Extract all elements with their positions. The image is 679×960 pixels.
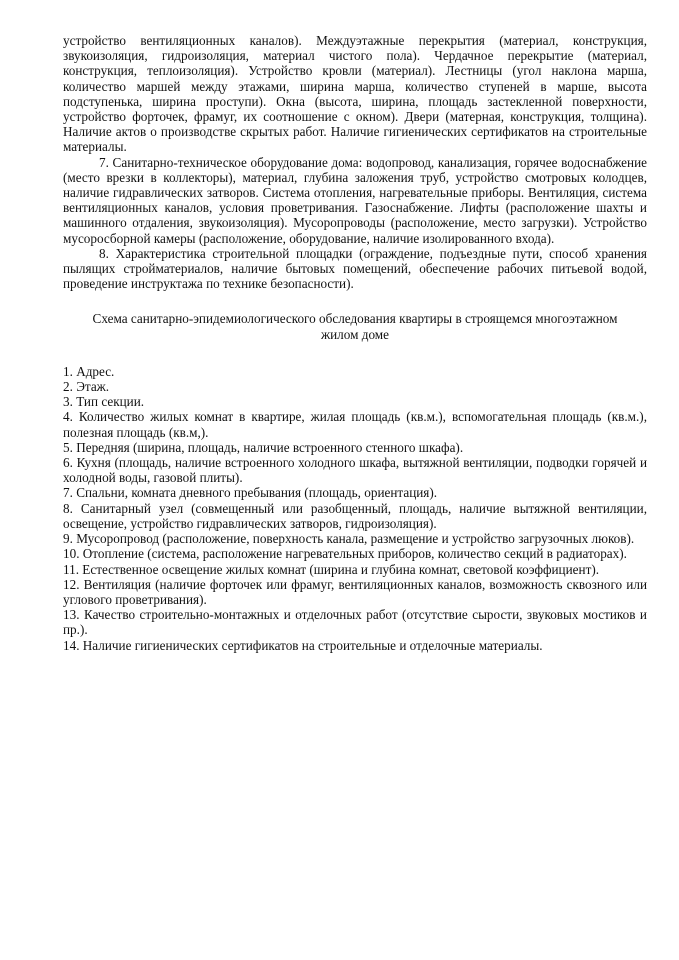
list-item: 6. Кухня (площадь, наличие встроенного холодного шкафа, вытяжной вентиляции, подводки горячей и холодной воды, газовой плиты). <box>63 455 647 486</box>
list-item: 9. Мусоропровод (расположение, поверхность канала, размещение и устройство загрузочных люков). <box>63 531 635 547</box>
list-item: 8. Санитарный узел (совмещенный или разобщенный, площадь, наличие вытяжной вентиляции, освещение, устройство гидравлических затворов, гидроизоляция). <box>63 500 647 531</box>
section-title: Схема санитарно-эпидемиологического обследования квартиры в строящемся многоэтажном жилом доме <box>92 311 618 342</box>
list-item: 13. Качество строительно-монтажных и отделочных работ (отсутствие сырости, звуковых мостиков и пр.). <box>63 607 647 638</box>
list-item: 14. Наличие гигиенических сертификатов на строительные и отделочные материалы. <box>63 637 543 653</box>
list-item: 1. Адрес. <box>63 363 115 379</box>
list-item: 7. Спальни, комната дневного пребывания (площадь, ориентация). <box>63 485 438 501</box>
paragraph-item-8: 8. Характеристика строительной площадки (ограждение, подъездные пути, способ хранения пылящих стройматериалов, наличие бытовых помещений, обеспечение рабочих питьевой водой, проведение инструктажа по технике безопасности). <box>63 245 647 292</box>
list-item: 12. Вентиляция (наличие форточек или фрамуг, вентиляционных каналов, возможность сквозного или углового проветривания). <box>63 576 647 607</box>
paragraph-item-7: 7. Санитарно-техническое оборудование дома: водопровод, канализация, горячее водоснабжение (место врезки в коллекторы), материал, глубина заложения труб, устройство смотровых колодцев, наличие гидравлических затворов. Система отопления, нагревательные приборы. Вентиляция, система вентиляционных каналов, условия проветривания. Газоснабжение. Лифты (расположение шахты и машинного отдаления, звукоизоляция). Мусоропроводы (расположение, место загрузки). Устройство мусоросборной камеры (расположение, оборудование, наличие изолированного входа). <box>63 154 647 246</box>
list-item: 3. Тип секции. <box>63 394 145 410</box>
list-item: 4. Количество жилых комнат в квартире, жилая площадь (кв.м.), вспомогательная площадь (кв.м.), полезная площадь (кв.м,). <box>63 409 647 440</box>
document-page <box>63 33 647 653</box>
paragraph-continuation: устройство вентиляционных каналов). Междуэтажные перекрытия (материал, конструкция, звукоизоляция, гидроизоляция, материал чистого пола). Чердачное перекрытие (материал, конструкция, теплоизоляция). Устройство кровли (материал). Лестницы (угол наклона марша, количество маршей между этажами, ширина марша, количество ступеней в марше, высота подступенька, ширина проступи). Окна (высота, ширина, площадь застекленной поверхности, устройство форточек, фрамуг, их соотношение с окном). Двери (матерная, конструкция, толщина). Наличие актов о производстве скрытых работ. Наличие гигиенических сертификатов на строительные материалы. <box>63 33 647 155</box>
list-item: 2. Этаж. <box>63 379 110 395</box>
survey-scheme-list <box>63 364 647 653</box>
list-item: 10. Отопление (система, расположение нагревательных приборов, количество секций в радиаторах). <box>63 546 627 562</box>
list-item: 11. Естественное освещение жилых комнат (ширина и глубина комнат, световой коэффициент). <box>63 561 600 577</box>
list-item: 5. Передняя (ширина, площадь, наличие встроенного стенного шкафа). <box>63 439 464 455</box>
